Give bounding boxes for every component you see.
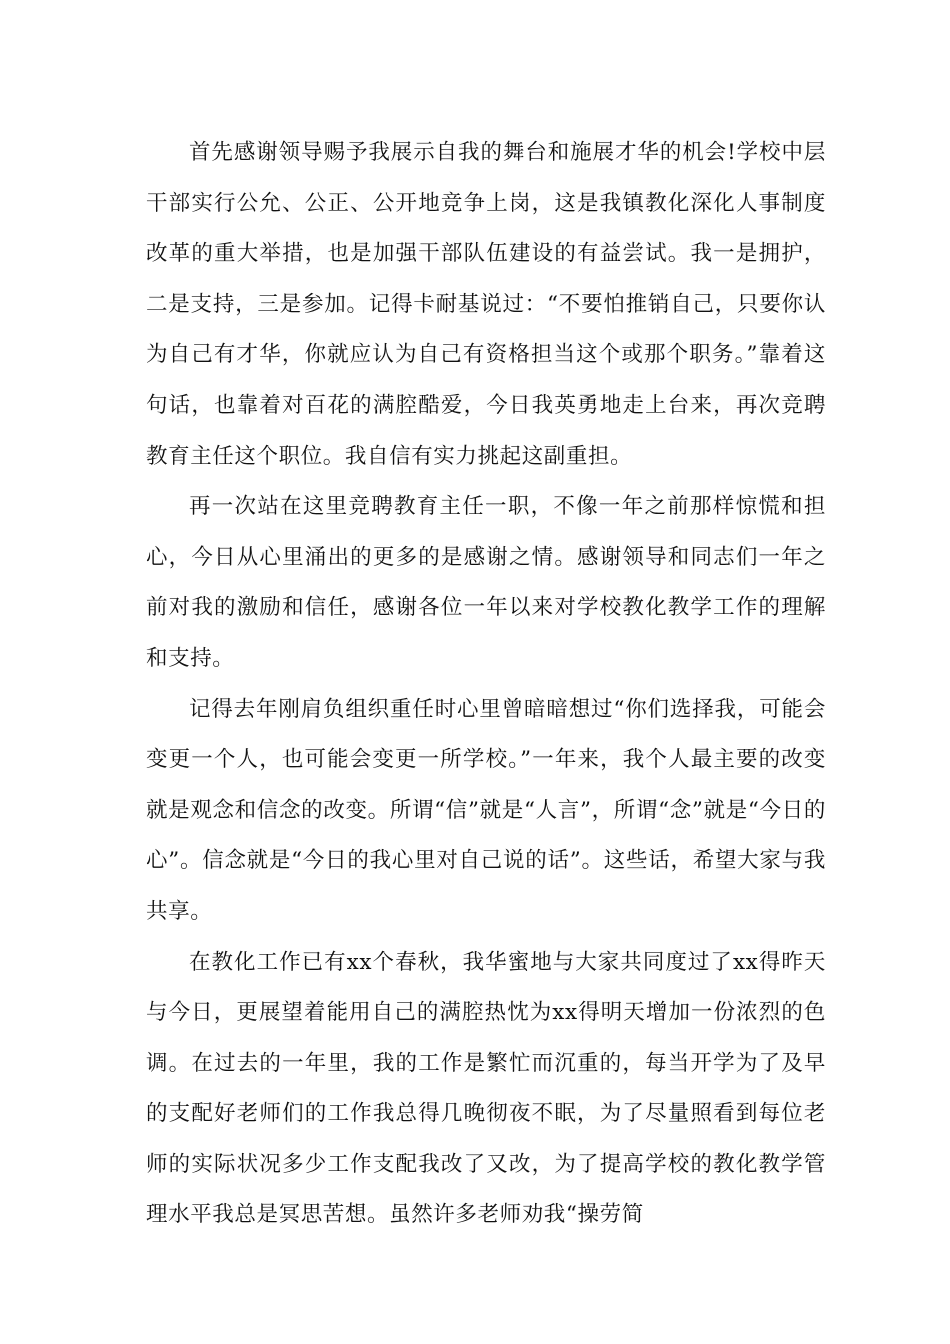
document-body (146, 128, 826, 1241)
paragraph-3: 记得去年刚肩负组织重任时心里曾暗暗想过“你们选择我，可能会变更一个人，也可能会变更一所学校。”一年来，我个人最主要的改变就是观念和信念的改变。所谓“信”就是“人言”，所谓“念”就是“今日的心”。信念就是“今日的我心里对自己说的话”。这些话，希望大家与我共享。 (146, 696, 826, 924)
paragraph-4: 在教化工作已有xx个春秋，我华蜜地与大家共同度过了xx得昨天与今日，更展望着能用自己的满腔热忱为xx得明天增加一份浓烈的色调。在过去的一年里，我的工作是繁忙而沉重的，每当开学为了及早的支配好老师们的工作我总得几晚彻夜不眠，为了尽量照看到每位老师的实际状况多少工作支配我改了又改，为了提高学校的教化教学管理水平我总是冥思苦想。虽然许多老师劝我“操劳简 (146, 949, 826, 1228)
paragraph-2: 再一次站在这里竞聘教育主任一职，不像一年之前那样惊慌和担心，今日从心里涌出的更多的是感谢之情。感谢领导和同志们一年之前对我的激励和信任，感谢各位一年以来对学校教化教学工作的理解和支持。 (146, 494, 826, 671)
paragraph-1: 首先感谢领导赐予我展示自我的舞台和施展才华的机会!学校中层干部实行公允、公正、公开地竞争上岗，这是我镇教化深化人事制度改革的重大举措，也是加强干部队伍建设的有益尝试。我一是拥护，二是支持，三是参加。记得卡耐基说过：“不要怕推销自己，只要你认为自己有才华，你就应认为自己有资格担当这个或那个职务。”靠着这句话，也靠着对百花的满腔酷爱，今日我英勇地走上台来，再次竞聘教育主任这个职位。我自信有实力挑起这副重担。 (146, 140, 826, 469)
